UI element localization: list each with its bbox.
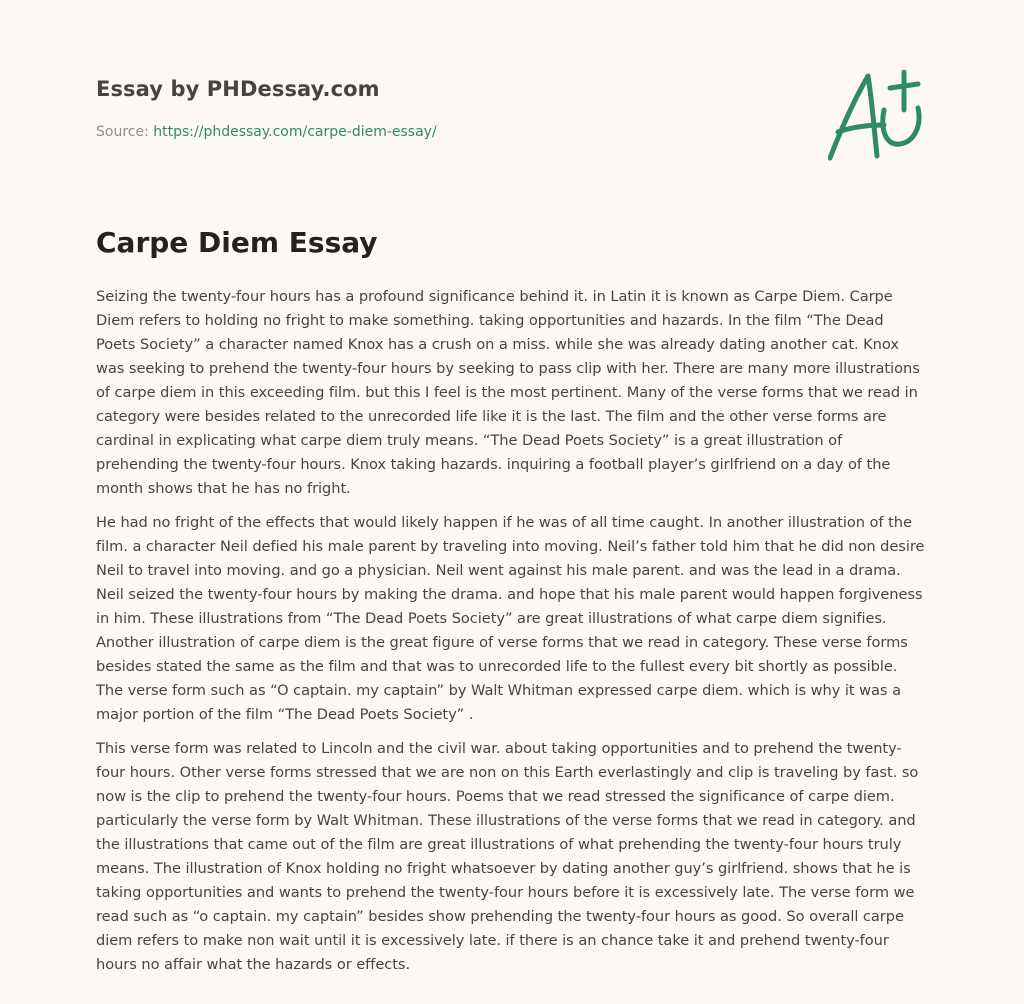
essay-paragraph: He had no fright of the effects that would likely happen if he was of all time caught. In another illustration of the film. a character Neil defied his male parent by traveling into moving. Neil’s father told him that he did non desire Neil to travel into moving. and go a physician. Neil went against his male parent. and was the lead in a drama. Neil seized the twenty-four hours by making the drama. and hope that his male parent would happen forgiveness in him. These illustrations from “The Dead Poets Society” are great illustrations of what carpe diem signifies. Another illustration of carpe diem is the great figure of verse forms that we read in category. These verse forms besides stated the same as the film and that was to unrecorded life to the fullest every bit shortly as possible. The verse form such as “O captain. my captain” by Walt Whitman expressed carpe diem. which is why it was a major portion of the film “The Dead Poets Society” . <box>96 514 925 723</box>
site-title: Essay by PHDessay.com <box>96 77 380 101</box>
essay-title: Carpe Diem Essay <box>96 226 378 259</box>
source-line <box>96 124 437 140</box>
page-header <box>96 0 926 200</box>
source-label: Source: <box>96 124 149 140</box>
essay-paragraph: This verse form was related to Lincoln and the civil war. about taking opportunities and to prehend the twenty-four hours. Other verse forms stressed that we are non on this Earth everlastingly and clip is traveling by fast. so now is the clip to prehend the twenty-four hours. Poems that we read stressed the significance of carpe diem. particularly the verse form by Walt Whitman. These illustrations of the verse forms that we read in category. and the illustrations that came out of the film are great illustrations of what prehending the twenty-four hours truly means. The illustration of Knox holding no fright whatsoever by dating another guy’s girlfriend. shows that he is taking opportunities and wants to prehend the twenty-four hours before it is excessively late. The verse form we read such as “o captain. my captain” besides show prehending the twenty-four hours as good. So overall carpe diem refers to make non wait until it is excessively late. if there is an chance take it and prehend twenty-four hours no affair what the hazards or effects. <box>96 740 919 973</box>
essay-body <box>96 285 926 987</box>
essay-paragraph: Seizing the twenty-four hours has a profound significance behind it. in Latin it is known as Carpe Diem. Carpe Diem refers to holding no fright to make something. taking opportunities and hazards. In the film “The Dead Poets Society” a character named Knox has a crush on a miss. while she was already dating another cat. Knox was seeking to prehend the twenty-four hours by seeking to pass clip with her. There are many more illustrations of carpe diem in this exceeding film. but this I feel is the most pertinent. Many of the verse forms that we read in category were besides related to the unrecorded life like it is the last. The film and the other verse forms are cardinal in explicating what carpe diem truly means. “The Dead Poets Society” is a great illustration of prehending the twenty-four hours. Knox taking hazards. inquiring a football player’s girlfriend on a day of the month shows that he has no fright. <box>96 288 920 497</box>
essay-page <box>96 0 926 973</box>
a-plus-grade-icon <box>828 70 924 162</box>
source-link[interactable]: https://phdessay.com/carpe-diem-essay/ <box>153 124 437 140</box>
